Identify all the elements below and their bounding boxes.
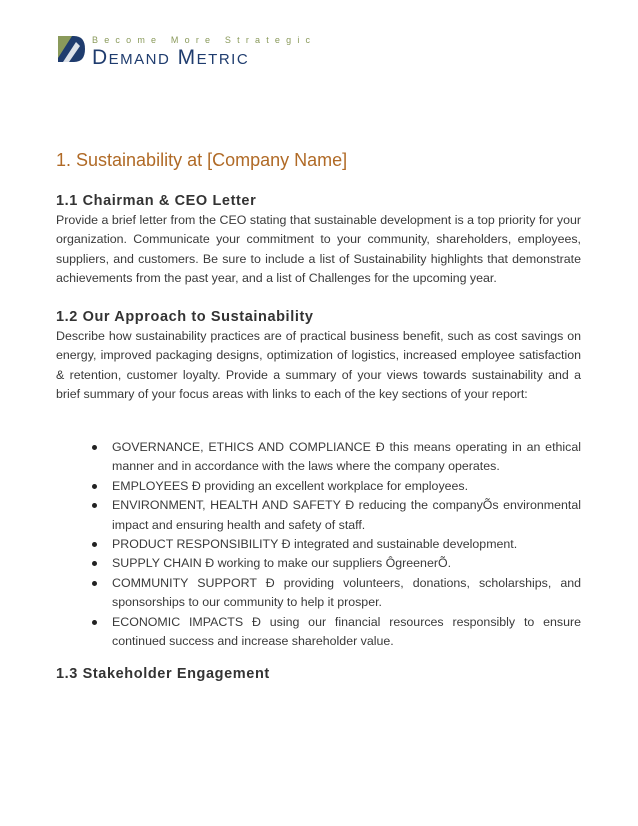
section-heading-ceo-letter: 1.1 Chairman & CEO Letter [56,193,257,209]
bullet-icon [92,484,97,489]
document-title: 1. Sustainability at [Company Name] [56,150,348,170]
list-item-text: ENVIRONMENT, HEALTH AND SAFETY Ð reducing the companyÕs environmental impact and ensuring health and safety of staff. [112,498,581,532]
logo-mark-icon [56,34,86,64]
list-item [56,535,581,554]
list-item [56,554,581,573]
list-item [56,438,581,477]
section-heading-approach: 1.2 Our Approach to Sustainability [56,309,314,325]
logo-name: Demand Metric [92,46,250,69]
list-item [56,574,581,613]
list-item-text: GOVERNANCE, ETHICS AND COMPLIANCE Ð this means operating in an ethical manner and in accordance with the laws where the company operates. [112,440,581,474]
list-item-text: COMMUNITY SUPPORT Ð providing volunteers, donations, scholarships, and sponsorships to our community to help it prosper. [112,575,581,610]
section-body-ceo-letter: Provide a brief letter from the CEO stating that sustainable development is a top priority for your organization. Communicate your commitment to your community, shareholders, employees, suppliers, and customers. Be sure to include a list of Sustainability highlights that demonstrate achievements from the past year, and a list of Challenges for the upcoming year. [56,213,581,286]
list-item [56,477,581,496]
demand-metric-logo [56,34,316,70]
bullet-icon [92,620,97,625]
list-item [56,613,581,652]
list-item-text: SUPPLY CHAIN Ð working to make our suppliers ÔgreenerÕ. [112,556,452,571]
bullet-icon [92,581,97,586]
list-item [56,496,581,535]
section-body-approach: Describe how sustainability practices are of practical business benefit, such as cost savings on energy, improved packaging designs, optimization of logistics, increased employee satisfaction & retention, customer loyalty. Provide a summary of your views towards sustainability and a brief summary of your focus areas with links to each of the key sections of your report: [56,329,581,402]
list-item-text: ECONOMIC IMPACTS Ð using our financial resources responsibly to ensure continued success and increase shareholder value. [112,614,581,649]
logo-tagline: Become More Strategic [92,35,317,45]
bullet-icon [92,503,97,508]
list-item-text: EMPLOYEES Ð providing an excellent workplace for employees. [112,478,469,493]
bullet-icon [92,445,97,450]
list-item-text: PRODUCT RESPONSIBILITY Ð integrated and sustainable development. [112,537,518,552]
bullet-icon [92,561,97,566]
section-heading-stakeholder: 1.3 Stakeholder Engagement [56,666,270,682]
focus-areas-list [56,438,581,651]
bullet-icon [92,542,97,547]
